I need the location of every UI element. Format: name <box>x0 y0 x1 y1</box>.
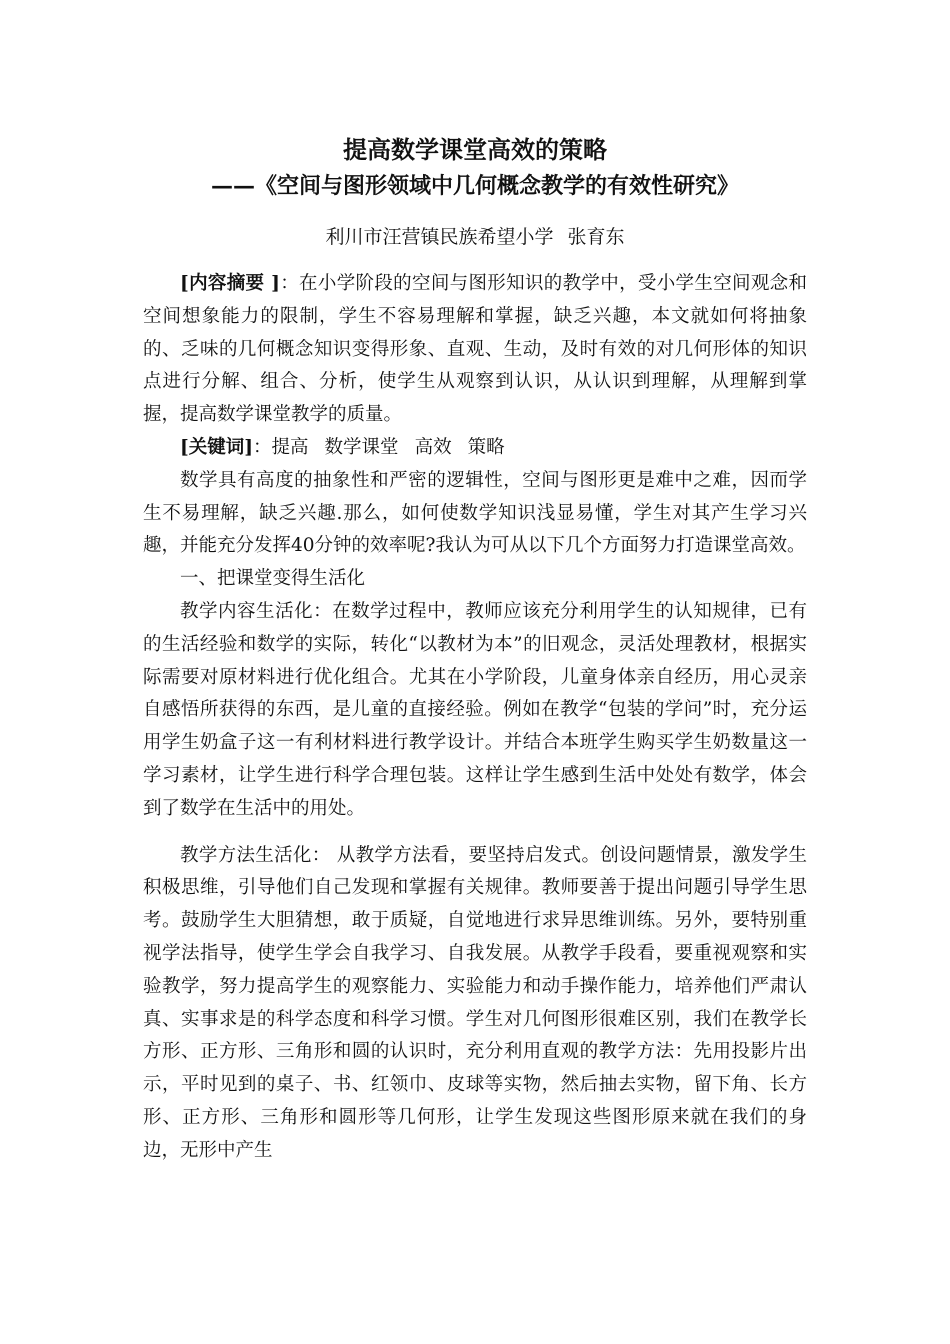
abstract-label: [内容摘要 ] <box>180 273 280 294</box>
keywords-label: [关键词] <box>180 436 254 458</box>
section-heading: 一、把课堂变得生活化 <box>180 568 366 590</box>
page-subtitle: ——《空间与图形领域中几何概念教学的有效性研究》 <box>210 173 739 199</box>
content-life-paragraph: 教学内容生活化：在数学过程中，教师应该充分利用学生的认知规律，已有的生活经验和数学的实际，转化“以教材为本”的旧观念，灵活处理教材，根据实际需要对原材料进行优化组合。尤其在小学阶段，儿童身体亲自经历，用心灵亲自感悟所获得的东西，是儿童的直接经验。例如在教学“包装的学问”时，充分运用学生奶盒子这一有利材料进行教学设计。并结合本班学生购买学生奶数量这一学习素材，让学生进行科学合理包装。这样让学生感到生活中处处有数学，体会到了数学在生活中的用处。 <box>143 600 807 819</box>
keywords-paragraph <box>143 432 807 465</box>
author-line: 利川市汪营镇民族希望小学 张育东 <box>325 226 625 248</box>
keyword: 提高 <box>271 436 309 458</box>
intro-paragraph: 数学具有高度的抽象性和严密的逻辑性，空间与图形更是难中之难，因而学生不易理解，缺乏兴趣.那么，如何使数学知识浅显易懂，学生对其产生学习兴趣，并能充分发挥40分钟的效率呢?我认为可从以下几个方面努力打造课堂高效。 <box>143 469 807 557</box>
keywords-separator: ： <box>253 436 272 458</box>
keyword: 数学课堂 <box>324 436 399 458</box>
document-body <box>143 268 807 1168</box>
abstract-text: ：在小学阶段的空间与图形知识的教学中，受小学生空间观念和空间想象能力的限制，学生不容易理解和掌握，缺乏兴趣，本文就如何将抽象的、乏味的几何概念知识变得形象、直观、生动，及时有效的对几何形体的知识点进行分解、组合、分析，使学生从观察到认识，从认识到理解，从理解到掌握，提高数学课堂教学的质量。 <box>143 273 807 426</box>
keyword: 高效 <box>414 436 452 458</box>
abstract-paragraph <box>143 268 807 432</box>
keyword: 策略 <box>467 436 505 458</box>
method-life-paragraph: 教学方法生活化： 从教学方法看，要坚持启发式。创设问题情景，激发学生积极思维，引导他们自己发现和掌握有关规律。教师要善于提出问题引导学生思考。鼓励学生大胆猜想，敢于质疑，自觉地进行求异思维训练。另外，要特别重视学法指导，使学生学会自我学习、自我发展。从教学手段看，要重视观察和实验教学，努力提高学生的观察能力、实验能力和动手操作能力，培养他们严肃认真、实事求是的科学态度和科学习惯。学生对几何图形很难区别，我们在教学长方形、正方形、三角形和圆的认识时，充分利用直观的教学方法：先用投影片出示，平时见到的桌子、书、红领巾、皮球等实物，然后抽去实物，留下角、长方形、正方形、三角形和圆形等几何形，让学生发现这些图形原来就在我们的身边，无形中产生 <box>143 844 807 1161</box>
page-title: 提高数学课堂高效的策略 <box>343 135 607 164</box>
